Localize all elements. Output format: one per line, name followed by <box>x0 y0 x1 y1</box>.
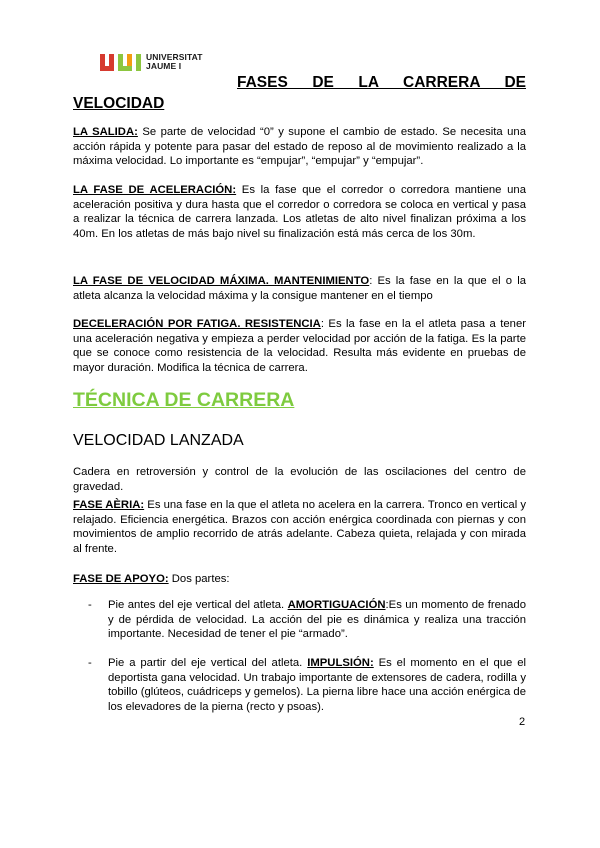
label-fase-apoyo: FASE DE APOYO: <box>73 573 169 585</box>
bullet-pre: Pie antes del eje vertical del atleta. <box>108 599 288 611</box>
logo-text-line1: UNIVERSITAT <box>146 52 203 62</box>
bullet-text <box>108 656 526 714</box>
bullet-dash: - <box>88 599 92 611</box>
text-salida: Se parte de velocidad “0” y supone el cambio de estado. Se necesita una acción rápida y potente para pasar del estado de reposo al de movimiento realizado a la máxima velocidad. Lo importante es “empujar”, “empujar” y “empujar”. <box>73 126 526 167</box>
paragraph-fase-apoyo <box>73 572 526 587</box>
logo-text <box>146 53 203 71</box>
uji-logo-mark <box>100 54 144 71</box>
text-fase-apoyo: Dos partes: <box>168 573 230 585</box>
page-title-line2: VELOCIDAD <box>73 95 165 112</box>
text-impulsion: Es el momento en el que el deportista gana velocidad. Un trabajo importante de extensores de cadera, rodilla y tobillo (glúteos, cuádriceps y gemelos). La pierna libre hace una acción enérgica de los elevadores de la pierna (recto y psoas). <box>108 657 526 713</box>
paragraph-fase-aeria <box>73 498 526 556</box>
page-title-line1: FASES DE LA CARRERA DE <box>237 74 526 91</box>
bullet-pre: Pie a partir del eje vertical del atleta. <box>108 657 308 669</box>
text-cadera: Cadera en retroversión y control de la evolución de las oscilaciones del centro de gravedad. <box>73 466 526 493</box>
label-salida: LA SALIDA: <box>73 126 138 138</box>
text-velocidad-maxima: : Es la fase en la que el o la atleta alcanza la velocidad máxima y la consigue mantener en el tiempo <box>73 275 526 302</box>
text-amortiguacion: :Es un momento de frenado y de pérdida de velocidad. La acción del pie es dinámica y realiza una tracción importante. Necesidad de tener el pie “armado”. <box>108 599 527 640</box>
university-logo <box>100 52 210 72</box>
paragraph-salida <box>73 125 526 169</box>
section-heading-tecnica: TÉCNICA DE CARRERA <box>73 389 295 411</box>
page-number: 2 <box>519 716 526 728</box>
label-aceleracion: LA FASE DE ACELERACIÓN: <box>73 184 237 196</box>
text-aceleracion: Es la fase que el corredor o corredora mantiene una aceleración positiva y dura hasta que el corredor o corredora se coloca en vertical y pasa a realizar la técnica de carrera lanzada. Los atletas de alto nivel finalizan próxima a los 40m. En los atletas de más bajo nivel su finalización está más cerca de los 30m. <box>73 184 526 240</box>
label-velocidad-maxima: LA FASE DE VELOCIDAD MÁXIMA. MANTENIMIENTO <box>73 275 370 287</box>
bullet-dash: - <box>88 657 92 669</box>
subheading-velocidad-lanzada: VELOCIDAD LANZADA <box>73 432 244 449</box>
label-impulsion: IMPULSIÓN: <box>307 657 374 669</box>
paragraph-cadera <box>73 465 526 494</box>
paragraph-aceleracion <box>73 183 526 241</box>
label-amortiguacion: AMORTIGUACIÓN <box>287 599 386 611</box>
paragraph-velocidad-maxima <box>73 274 526 303</box>
label-deceleracion: DECELERACIÓN POR FATIGA. RESISTENCIA <box>73 318 321 330</box>
text-deceleracion: : Es la fase en la el atleta pasa a tener una aceleración negativa y empieza a perder velocidad por acción de la fatiga. Es la parte que se conoce como resistencia de la velocidad. Resulta más evidente en pruebas de mayor duración. Modifica la técnica de carrera. <box>73 318 526 374</box>
paragraph-deceleracion <box>73 317 526 375</box>
bullet-text <box>108 598 526 642</box>
logo-text-line2: JAUME I <box>146 61 182 71</box>
text-fase-aeria: Es una fase en la que el atleta no acelera en la carrera. Tronco en vertical y relajado. Eficiencia energética. Brazos con acción enérgica coordinada con piernas y con movimientos de amplio recorrido de atrás adelante. Cabeza quieta, relajada y con mirada al frente. <box>73 499 526 555</box>
label-fase-aeria: FASE AÈRIA: <box>73 499 145 511</box>
